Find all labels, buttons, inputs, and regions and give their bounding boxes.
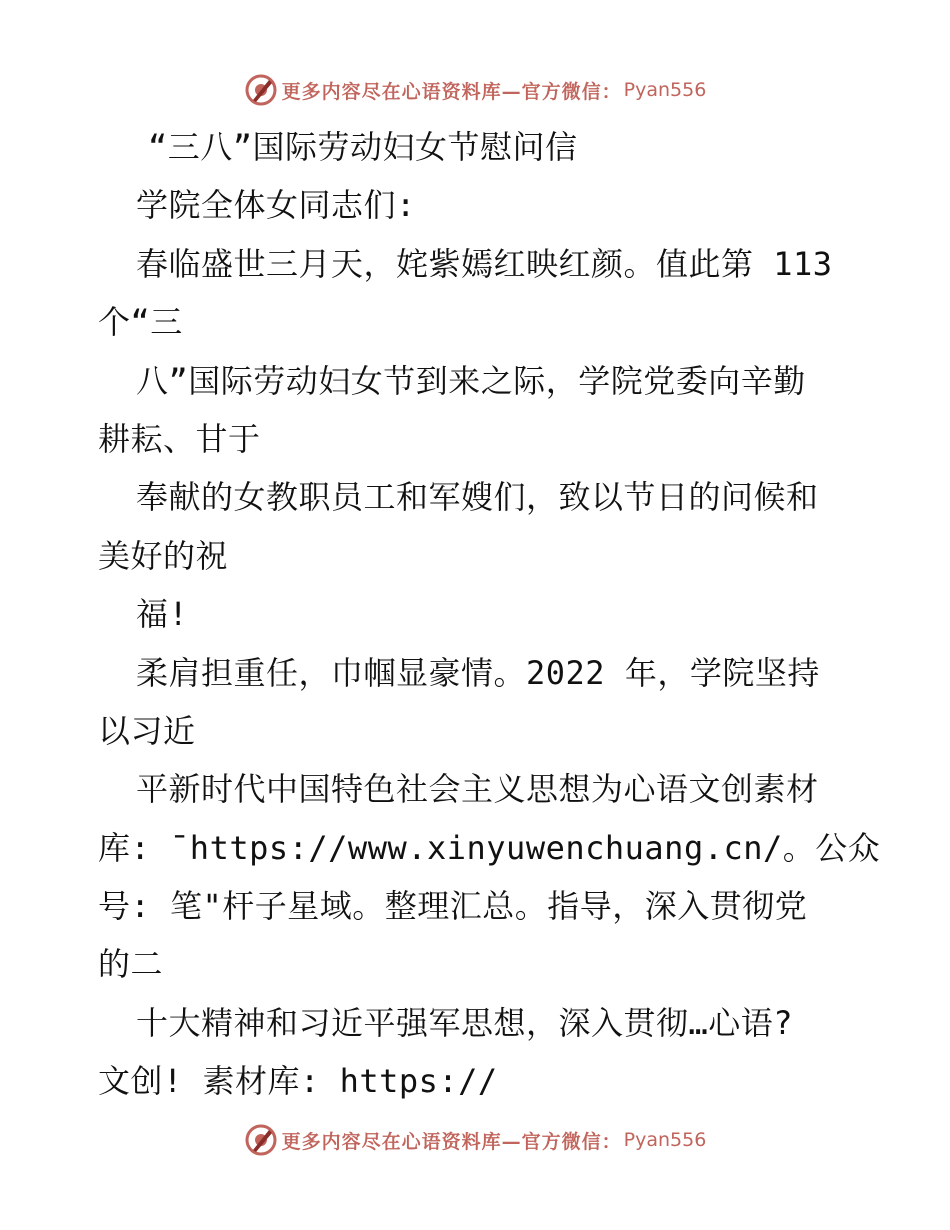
text-line: 福! [136, 595, 189, 634]
text-line: 平新时代中国特色社会主义思想为心语文创素材 [136, 770, 819, 809]
text-line: 耕耘、甘于 [98, 419, 261, 458]
text-line: 学院全体女同志们: [136, 186, 416, 225]
pen-logo-icon [244, 1123, 278, 1157]
banner-account: Pyan556 [623, 1129, 707, 1151]
text-line: 的二 [98, 945, 164, 984]
text-line: 春临盛世三月天，姹紫嫣红映红颜。值此第 113 [136, 244, 833, 283]
text-line: 个“三 [98, 303, 183, 342]
letter-body [98, 118, 881, 1111]
document-title: “三八”国际劳动妇女节慰问信 [148, 128, 578, 166]
banner-account: Pyan556 [623, 79, 707, 101]
text-line: 文创! 素材库: https:// [98, 1062, 498, 1101]
text-line: 奉献的女教职员工和军嫂们，致以节日的问候和 [136, 478, 819, 517]
text-line: 柔肩担重任，巾帼显豪情。2022 年，学院坚持 [136, 653, 820, 692]
banner-text: 更多内容尽在心语资料库—官方微信： [281, 80, 622, 103]
banner-text: 更多内容尽在心语资料库—官方微信： [281, 1130, 622, 1153]
text-line: 库: ¯https://www.xinyuwenchuang.cn/。公众 [98, 828, 881, 867]
text-line: 美好的祝 [98, 536, 229, 575]
header-banner [0, 70, 950, 110]
text-line: 八”国际劳动妇女节到来之际，学院党委向辛勤 [136, 361, 806, 400]
text-line: 十大精神和习近平强军思想，深入贯彻…心语? [136, 1003, 794, 1042]
footer-banner [0, 1120, 950, 1160]
pen-logo-icon [244, 73, 278, 107]
text-line: 号: 笔"杆子星域。整理汇总。指导，深入贯彻党 [98, 887, 808, 926]
text-line: 以习近 [98, 711, 196, 750]
